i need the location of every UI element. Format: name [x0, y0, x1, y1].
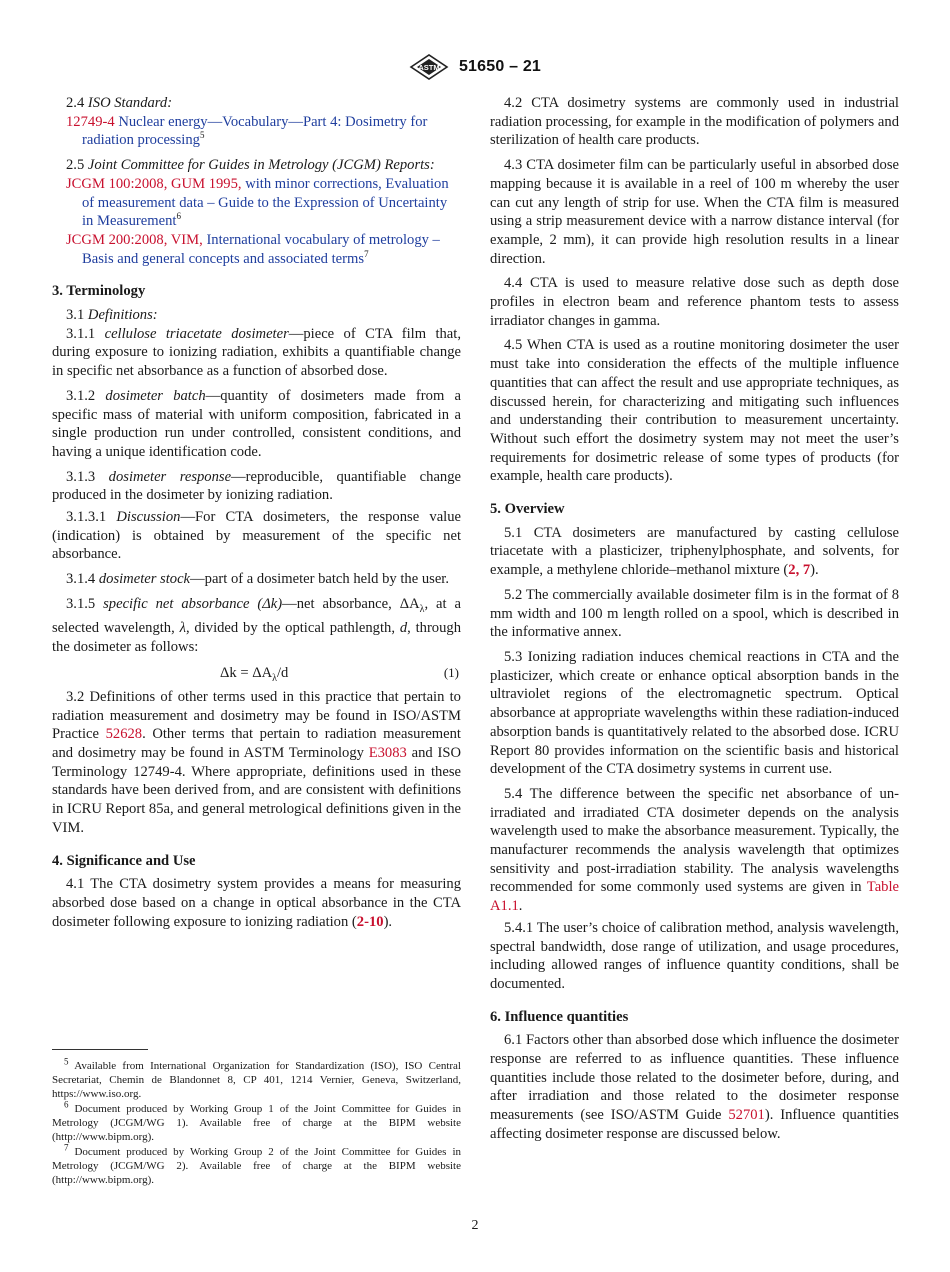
- page-header: [0, 54, 950, 84]
- reference-jcgm-100: JCGM 100:2008, GUM 1995, with minor corrections, Evaluation of measurement data – Guide to the Expression of Uncertainty in Measurement$^6$: [66, 175, 449, 230]
- footnote-7: $^7$ Document produced by Working Group 2 of the Joint Committee for Guides in Metrology (JCGM/WG 2). Available free of charge at the BIPM website (http://www.bipm.org).: [52, 1142, 461, 1186]
- section-3-1-1: 3.1.1 cellulose triacetate dosimeter—piece of CTA film that, during exposure to ionizing radiation, exhibits a quantifiable change in specific net absorbance as a function of absorbed dose.: [52, 325, 461, 380]
- reference-iso-12749-4: 12749-4 Nuclear energy—Vocabulary—Part 4: Dosimetry for radiation processing$^5$: [66, 113, 428, 149]
- section-5-4-1: 5.4.1 The user’s choice of calibration method, analysis wavelength, spectral bandwidth, dose range of utilization, and usage procedures, including allowed ranges of influence quantity conditions, shall be documented.: [490, 919, 899, 992]
- section-2-5: 2.5 Joint Committee for Guides in Metrology (JCGM) Reports:: [66, 157, 435, 174]
- iso-12749-4-link[interactable]: 12749-4: [66, 113, 115, 130]
- section-4-5: 4.5 When CTA is used as a routine monitoring dosimeter the user must take into consideration the effects of the multiple influence quantities that can affect the result and use appropriate techniques, as discussed herein, for characterizing and mitigating such influences and understanding their contribution to measurement uncertainty. Without such effort the dosimetry system may not meet the user’s requirements for dosimetric release of some types of products (for example, health care products).: [490, 337, 899, 485]
- section-5-2: 5.2 The commercially available dosimeter film is in the format of 8 mm width and 100 m length rolled on a spool, which is described in the informative annex.: [490, 586, 899, 641]
- section-4-4: 4.4 CTA is used to measure relative dose such as depth dose profiles in electron beam and reference phantom tests to assess irradiator changes in gamma.: [490, 275, 899, 329]
- section-3-1-2: 3.1.2 dosimeter batch—quantity of dosimeters made from a specific mass of material with uniform composition, fabricated in a single production run under controlled, consistent conditions, and having a unique identification code.: [52, 387, 461, 460]
- jcgm-100-link[interactable]: JCGM 100:2008, GUM 1995,: [66, 175, 242, 192]
- footnote-divider: [52, 1049, 148, 1050]
- footnote-mark-7: 7: [364, 248, 369, 259]
- section-6-1: 6.1 Factors other than absorbed dose which influence the dosimeter response are referred to as influence quantities. These influence quantities include those related to the dosimeter before, during, and after irradiation and those related to the dosimeter response measurements (see ISO/ASTM Guide 52701). Influence quantities affecting dosimeter response are discussed below.: [490, 1032, 900, 1142]
- section-4-1: 4.1 The CTA dosimetry system provides a means for measuring absorbed dose based on a change in optical absorbance in the CTA dosimeter following exposure to ionizing radiation (2-10).: [52, 876, 461, 930]
- footnotes: [52, 1056, 461, 1188]
- heading-overview: 5. Overview: [490, 501, 565, 518]
- section-3-1-3: 3.1.3 dosimeter response—reproducible, quantifiable change produced in the dosimeter by ionizing radiation.: [52, 468, 462, 504]
- reference-jcgm-200: JCGM 200:2008, VIM, International vocabulary of metrology – Basis and general concepts and associated terms$^7$: [66, 231, 440, 267]
- section-3-2: 3.2 Definitions of other terms used in this practice that pertain to radiation measurement and dosimetry may be found in ISO/ASTM Practice 52628. Other terms that pertain to radiation measurement and dosimetry may be found in ASTM Terminology E3083 and ISO Terminology 12749-4. Where appropriate, definitions used in these standards have been derived from, and are consistent with definitions in ICRU Report 85a, and general metrological definitions given in the VIM.: [52, 688, 461, 836]
- link-52701[interactable]: 52701: [728, 1107, 765, 1124]
- page-number: 2: [471, 1218, 479, 1233]
- section-4-3: 4.3 CTA dosimeter film can be particularly useful in absorbed dose mapping because it is available in a reel of 100 m whereby the user can cut any length of strip for use. When the CTA film is measured using a strip measurement device with a narrow distance interval (for example, 2 mm), it can provide high resolution results in a linear direction.: [490, 157, 899, 267]
- document-number: 51650 – 21: [458, 58, 542, 75]
- ref-link-2-10[interactable]: 2-10: [356, 913, 384, 930]
- link-52628[interactable]: 52628: [105, 726, 143, 743]
- section-5-1: 5.1 CTA dosimeters are manufactured by casting cellulose triacetate with a plasticizer, triphenylphosphate, and solvents, for example, a methylene chloride–methanol mixture (2, 7).: [490, 524, 899, 579]
- right-column: [490, 94, 899, 1144]
- equation-1: [52, 662, 461, 684]
- left-column: [52, 94, 461, 931]
- footnote-5: $^5$ Available from International Organization for Standardization (ISO), ISO Central Secretariat, Chemin de Blandonnet 8, CP 401, 1214 Vernier, Geneva, Switzerland, https://www.iso.org.: [52, 1056, 461, 1100]
- link-e3083[interactable]: E3083: [368, 745, 407, 761]
- section-3-1-3-1: 3.1.3.1 Discussion—For CTA dosimeters, the response value (indication) is obtained by measurement of the specific net absorbance.: [52, 509, 461, 563]
- section-2-4: 2.4 ISO Standard:: [66, 95, 173, 111]
- section-3-1: 3.1 Definitions:: [66, 307, 158, 324]
- section-5-4: 5.4 The difference between the specific net absorbance of un-irradiated and irradiated CTA dosimeter depends on the analysis wavelength used to make the absorbance measurement. Typically, the manufacturer recommends the analysis wavelength that optimizes sensitivity and post-irradiation stability. The analysis wavelengths recommended for some commonly used systems are given in Table A1.1.: [490, 785, 899, 915]
- heading-influence-quantities: 6. Influence quantities: [490, 1008, 629, 1025]
- footnote-6: $^6$ Document produced by Working Group 1 of the Joint Committee for Guides in Metrology (JCGM/WG 1). Available free of charge at the BIPM website (http://www.bipm.org).: [52, 1099, 461, 1143]
- section-5-3: 5.3 Ionizing radiation induces chemical reactions in CTA and the plasticizer, which create or enhance optical absorption bands in the ultraviolet regions of the electromagnetic spectrum. Optical absorbance at appropriate wavelengths within these radiation-induced absorption bands is quantitatively related to the absorbed dose. ICRU Report 80 provides information on the scientific basis and historical development of the CTA dosimetry systems in current use.: [490, 648, 899, 778]
- equation-expression: $\Delta k = \Delta A_\lambda/d$: [220, 664, 289, 684]
- section-4-2: 4.2 CTA dosimetry systems are commonly used in industrial radiation processing, for example in the modification of polymers and sterilization of health care products.: [490, 95, 899, 149]
- heading-terminology: 3. Terminology: [52, 283, 146, 300]
- footnote-mark-6: 6: [176, 211, 181, 222]
- section-3-1-5: 3.1.5 specific net absorbance (Δk)—net absorbance, $\Delta A_\lambda$, at a selected wavelength, λ, divided by the optical pathlength, d, through the dosimeter as follows:: [52, 595, 461, 656]
- footnote-mark-5: 5: [199, 130, 205, 141]
- section-3-1-4: 3.1.4 dosimeter stock—part of a dosimeter batch held by the user.: [66, 571, 450, 588]
- astm-logo-icon: [409, 54, 449, 80]
- link-table-a1-1[interactable]: Table A1.1: [490, 879, 899, 915]
- equation-number: (1): [443, 664, 459, 680]
- ref-link-2-7[interactable]: 2, 7: [788, 562, 811, 579]
- astm-logo-text: ASTM: [418, 63, 440, 72]
- heading-significance-and-use: 4. Significance and Use: [52, 852, 196, 869]
- jcgm-200-link[interactable]: JCGM 200:2008, VIM,: [66, 231, 203, 248]
